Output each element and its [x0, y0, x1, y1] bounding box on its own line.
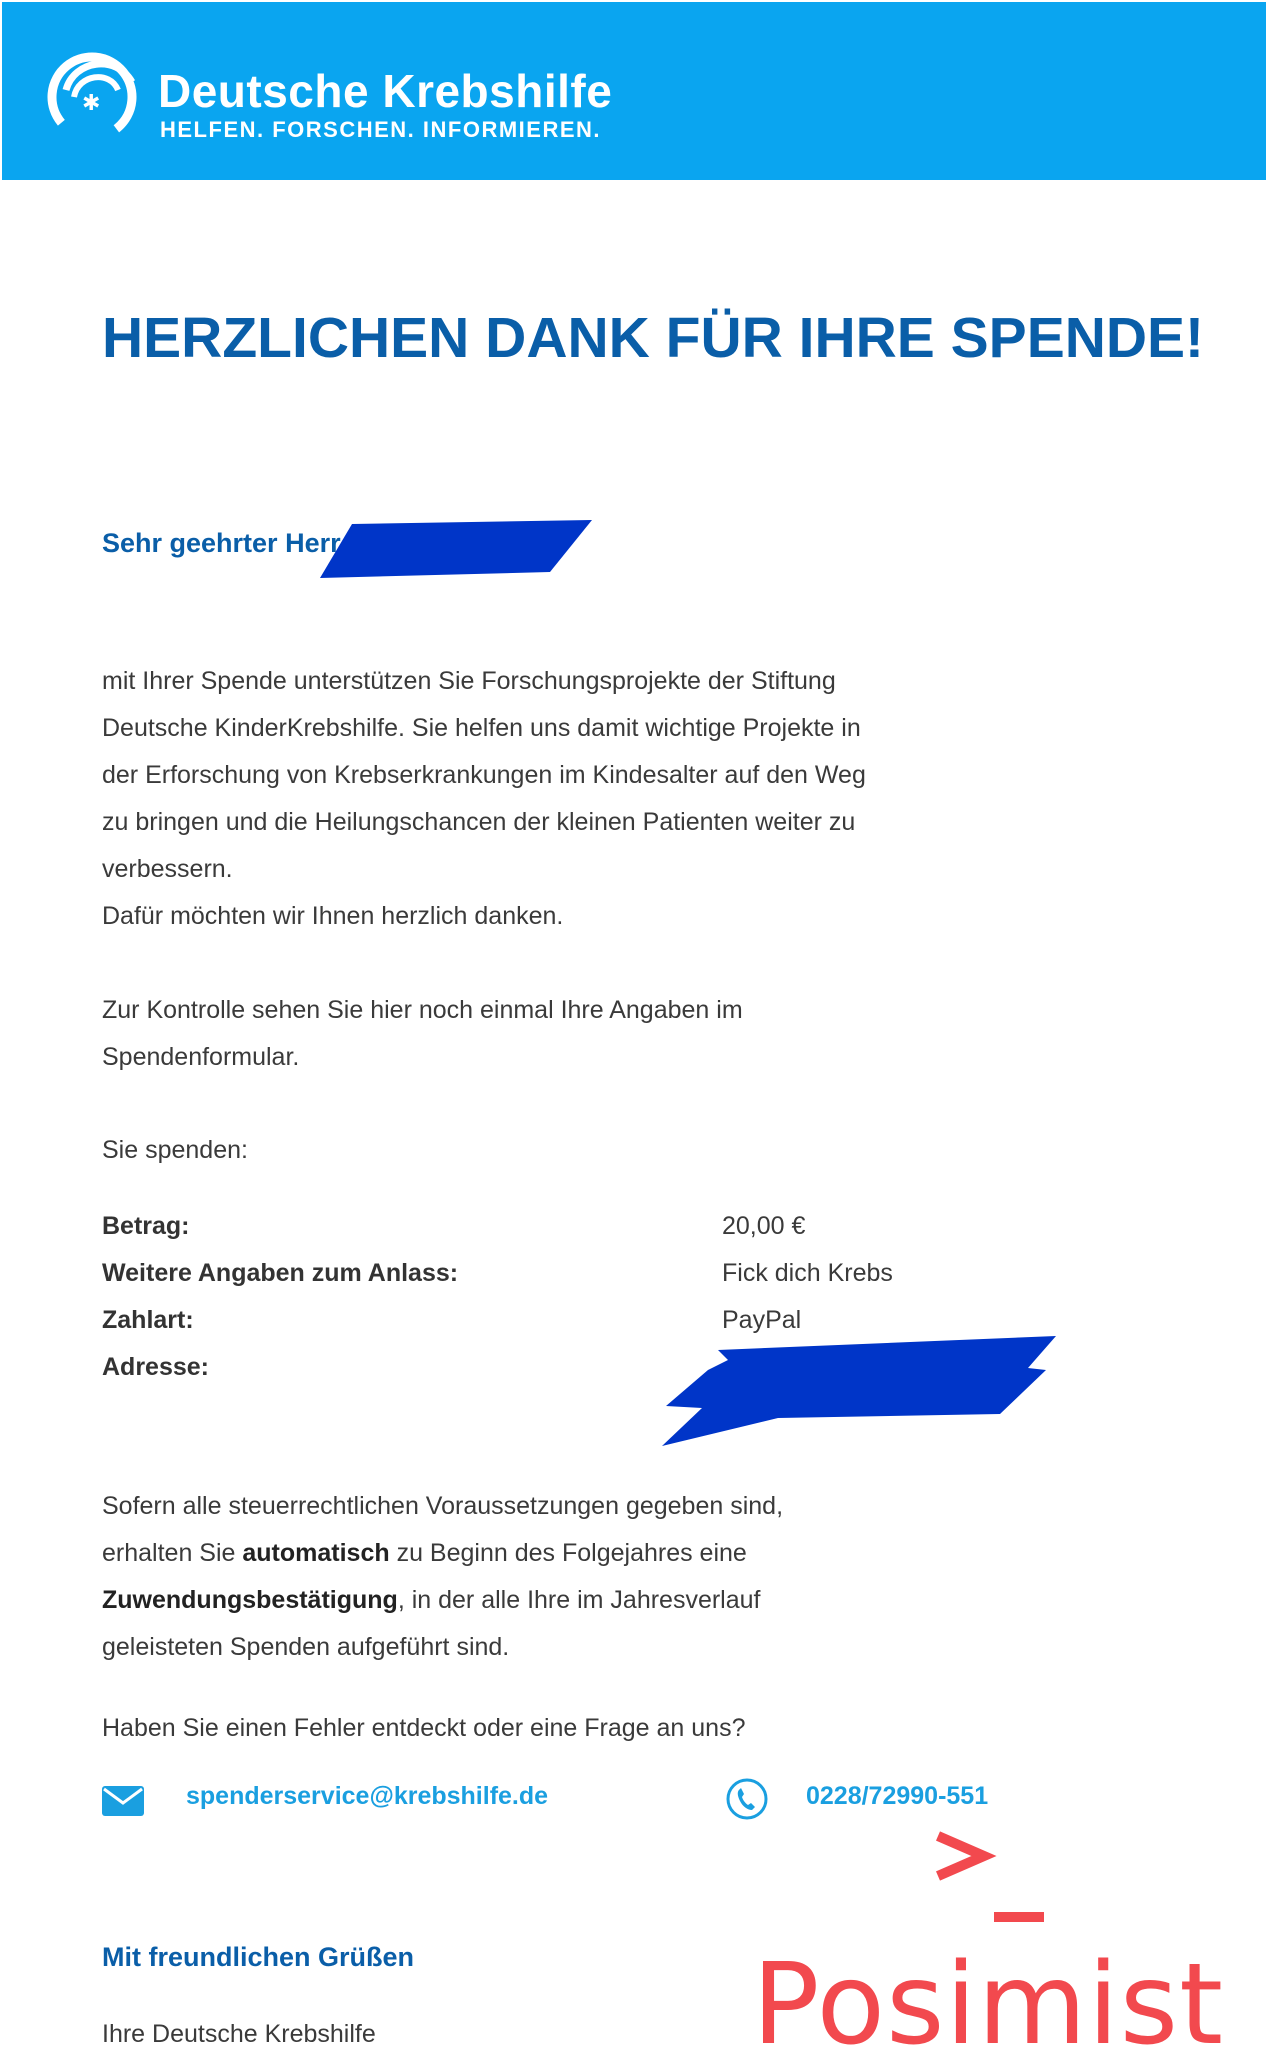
- label-amount: Betrag:: [102, 1212, 190, 1240]
- tax-text: zu Beginn des Folgejahres eine: [389, 1539, 747, 1567]
- watermark-text: Posimist: [752, 1940, 1225, 2070]
- tax-line: geleisteten Spenden aufgeführt sind.: [102, 1633, 510, 1661]
- control-paragraph: [102, 987, 743, 1081]
- terminal-prompt-icon: [930, 1820, 1050, 1940]
- label-occasion: Weitere Angaben zum Anlass:: [102, 1259, 459, 1287]
- tax-paragraph: [102, 1483, 783, 1671]
- email-link[interactable]: spenderservice@krebshilfe.de: [186, 1782, 549, 1810]
- question-text: Haben Sie einen Fehler entdeckt oder eine Frage an uns?: [102, 1714, 746, 1742]
- donate-heading: Sie spenden:: [102, 1136, 248, 1164]
- tax-line: [102, 1530, 783, 1577]
- krebshilfe-logo-icon: [44, 42, 144, 142]
- redaction-name: [312, 516, 594, 582]
- tax-line: [102, 1577, 783, 1624]
- intro-line: verbessern.: [102, 855, 233, 883]
- value-occasion: Fick dich Krebs: [722, 1259, 893, 1287]
- control-line: Zur Kontrolle sehen Sie hier noch einmal Ihre Angaben im: [102, 996, 743, 1024]
- page-title: HERZLICHEN DANK FÜR IHRE SPENDE!: [102, 306, 1205, 370]
- tax-emphasis: Zuwendungsbestätigung: [102, 1586, 398, 1614]
- closing-greeting: Mit freundlichen Grüßen: [102, 1942, 415, 1972]
- intro-line: mit Ihrer Spende unterstützen Sie Forschungsprojekte der Stiftung: [102, 667, 836, 695]
- tax-text: erhalten Sie: [102, 1539, 243, 1567]
- phone-icon: [725, 1777, 769, 1821]
- redaction-address: [658, 1334, 1058, 1449]
- value-amount: 20,00 €: [722, 1212, 806, 1240]
- salutation: Sehr geehrter Herr: [102, 528, 341, 558]
- svg-text:✱: ✱: [82, 91, 101, 116]
- intro-line: zu bringen und die Heilungschancen der kleinen Patienten weiter zu: [102, 808, 856, 836]
- header-banner: [2, 2, 1266, 180]
- envelope-icon: [102, 1786, 144, 1816]
- phone-link[interactable]: 0228/72990-551: [806, 1782, 989, 1810]
- label-address: Adresse:: [102, 1353, 209, 1381]
- tax-text: , in der alle Ihre im Jahresverlauf: [397, 1586, 761, 1614]
- control-line: Spendenformular.: [102, 1043, 300, 1071]
- tax-line: Sofern alle steuerrechtlichen Voraussetzungen gegeben sind,: [102, 1492, 784, 1520]
- intro-line: der Erforschung von Krebserkrankungen im Kindesalter auf den Weg: [102, 761, 866, 789]
- brand-name: Deutsche Krebshilfe: [158, 65, 613, 117]
- intro-line: Dafür möchten wir Ihnen herzlich danken.: [102, 902, 564, 930]
- brand-claim: HELFEN. FORSCHEN. INFORMIEREN.: [160, 117, 602, 142]
- signature: Ihre Deutsche Krebshilfe: [102, 2020, 376, 2048]
- value-payment: PayPal: [722, 1306, 802, 1334]
- label-payment: Zahlart:: [102, 1306, 194, 1334]
- intro-paragraph: [102, 658, 866, 940]
- intro-line: Deutsche KinderKrebshilfe. Sie helfen uns damit wichtige Projekte in: [102, 714, 861, 742]
- tax-emphasis: automatisch: [242, 1539, 390, 1567]
